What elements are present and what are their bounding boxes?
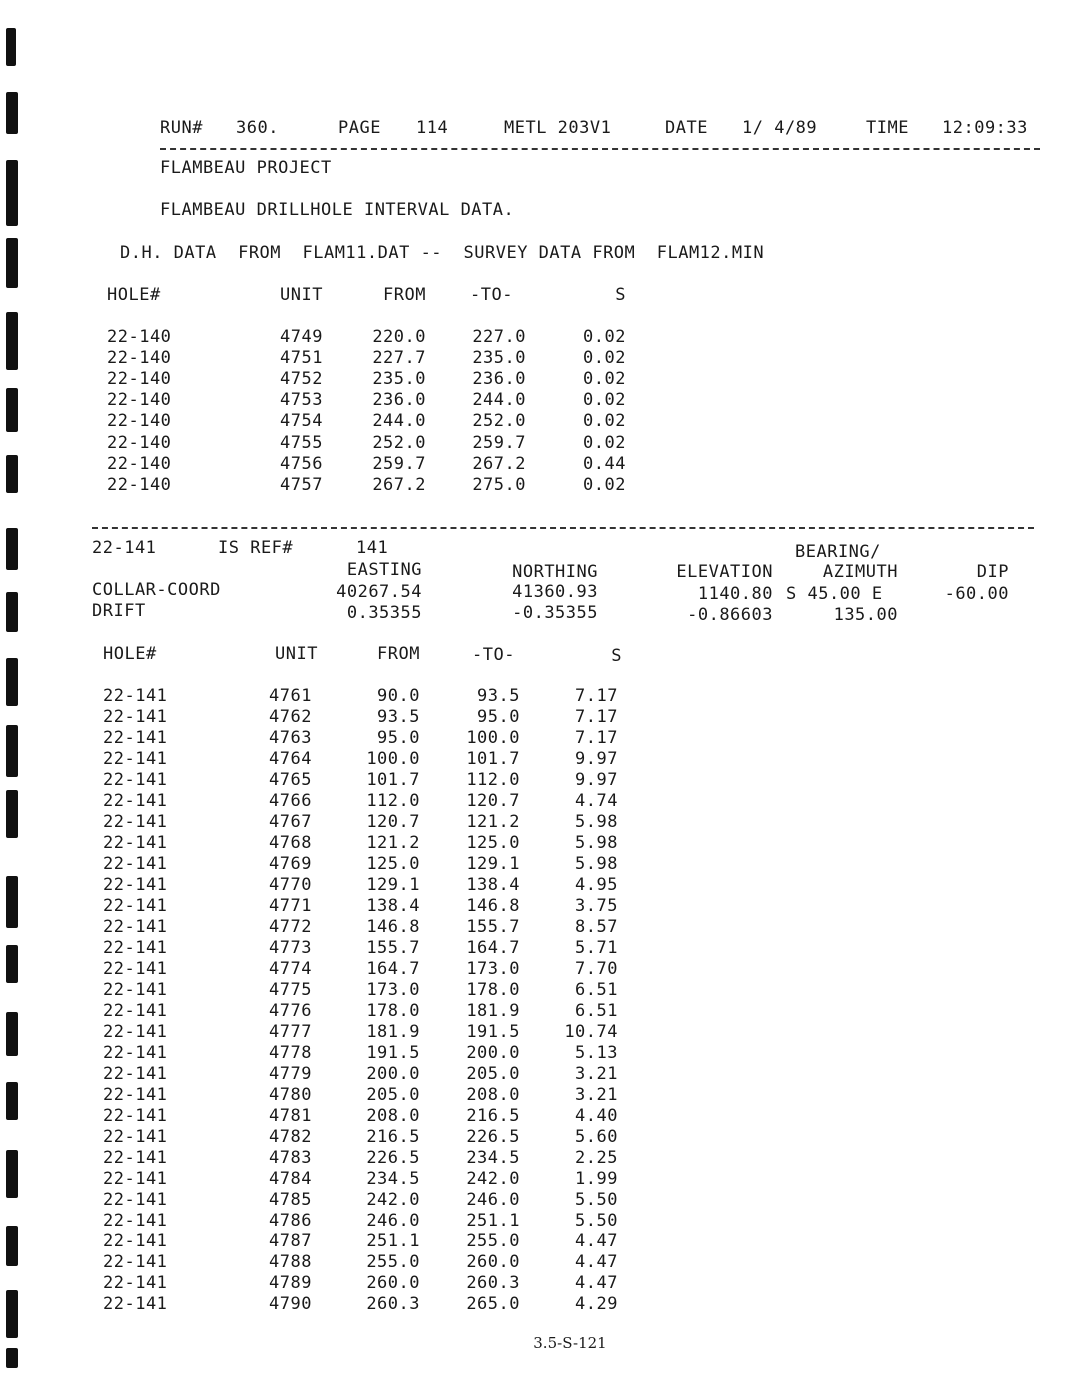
run-label: RUN#: [160, 118, 203, 138]
section-divider: [92, 527, 1034, 529]
cell-from: 208.0: [366, 1105, 420, 1126]
cell-s: 5.13: [575, 1042, 618, 1063]
cell-unit: 4765: [269, 769, 312, 790]
cell-hole: 22-141: [103, 832, 168, 853]
cell-unit: 4781: [269, 1105, 312, 1126]
cell-from: 191.5: [366, 1042, 420, 1063]
cell-s: 8.57: [575, 916, 618, 937]
cell-unit: 4786: [269, 1210, 312, 1231]
col-hole: HOLE#: [107, 285, 161, 305]
cell-hole: 22-141: [103, 1147, 168, 1168]
cell-s: 4.29: [575, 1294, 618, 1315]
cell-to: 101.7: [466, 748, 520, 769]
cell-from: 146.8: [366, 916, 420, 937]
project-title: FLAMBEAU PROJECT: [160, 158, 332, 178]
cell-to: 252.0: [472, 411, 526, 432]
cell-to: 205.0: [466, 1063, 520, 1084]
cell-hole: 22-141: [103, 811, 168, 832]
cell-to: 129.1: [466, 853, 520, 874]
cell-hole: 22-141: [103, 706, 168, 727]
cell-to: 255.0: [466, 1231, 520, 1252]
cell-from: 155.7: [366, 937, 420, 958]
cell-hole: 22-141: [103, 686, 168, 706]
cell-from: 125.0: [366, 853, 420, 874]
cell-hole: 22-141: [103, 1294, 168, 1315]
cell-from: 244.0: [372, 411, 426, 432]
easting-label: EASTING: [346, 560, 422, 580]
cell-to: 155.7: [466, 916, 520, 937]
cell-hole: 22-140: [107, 411, 172, 432]
cell-from: 164.7: [366, 958, 420, 979]
cell-s: 0.02: [583, 348, 626, 369]
cell-s: 0.02: [583, 390, 626, 411]
cell-hole: 22-141: [103, 1273, 168, 1294]
cell-to: 267.2: [472, 453, 526, 474]
cell-s: 7.70: [575, 958, 618, 979]
cell-hole: 22-140: [107, 453, 172, 474]
cell-from: 90.0: [377, 686, 420, 706]
cell-to: 259.7: [472, 432, 526, 453]
cell-to: 93.5: [477, 686, 520, 706]
cell-s: 0.02: [583, 327, 626, 347]
punch-mark: [6, 1082, 18, 1120]
cell-s: 5.98: [575, 832, 618, 853]
cell-unit: 4776: [269, 1000, 312, 1021]
page-label: PAGE: [338, 118, 381, 138]
collar-ref-value: 141: [356, 538, 389, 558]
cell-to: 138.4: [466, 874, 520, 895]
date-value: 1/ 4/89: [742, 118, 818, 138]
cell-unit: 4785: [269, 1189, 312, 1210]
cell-hole: 22-141: [103, 1105, 168, 1126]
cell-unit: 4790: [269, 1294, 312, 1315]
drift-label: DRIFT: [92, 601, 146, 621]
cell-unit: 4778: [269, 1042, 312, 1063]
cell-to: 146.8: [466, 895, 520, 916]
cell-hole: 22-141: [103, 937, 168, 958]
cell-to: 244.0: [472, 390, 526, 411]
cell-unit: 4749: [280, 327, 323, 347]
cell-from: 100.0: [366, 748, 420, 769]
cell-to: 121.2: [466, 811, 520, 832]
cell-to: 181.9: [466, 1000, 520, 1021]
cell-to: 173.0: [466, 958, 520, 979]
cell-s: 0.02: [583, 369, 626, 390]
cell-unit: 4772: [269, 916, 312, 937]
cell-unit: 4762: [269, 706, 312, 727]
collar-hole: 22-141: [92, 538, 157, 558]
punch-mark: [6, 455, 18, 493]
cell-unit: 4766: [269, 790, 312, 811]
cell-s: 5.71: [575, 937, 618, 958]
cell-s: 3.21: [575, 1084, 618, 1105]
cell-hole: 22-141: [103, 1063, 168, 1084]
collar-azimuth: S 45.00 E: [786, 584, 883, 604]
collar-elevation: 1140.80: [697, 584, 773, 604]
cell-to: 260.3: [466, 1273, 520, 1294]
collar-ref-label: IS REF#: [218, 538, 294, 558]
cell-hole: 22-141: [103, 1000, 168, 1021]
cell-to: 125.0: [466, 832, 520, 853]
cell-to: 120.7: [466, 790, 520, 811]
cell-from: 242.0: [366, 1189, 420, 1210]
cell-hole: 22-141: [103, 1021, 168, 1042]
cell-s: 10.74: [564, 1021, 618, 1042]
cell-to: 216.5: [466, 1105, 520, 1126]
col-s: S: [611, 646, 622, 666]
cell-from: 101.7: [366, 769, 420, 790]
cell-from: 220.0: [372, 327, 426, 347]
cell-unit: 4783: [269, 1147, 312, 1168]
col-to: -TO-: [470, 285, 513, 305]
col-s: S: [615, 285, 626, 305]
cell-to: 246.0: [466, 1189, 520, 1210]
cell-s: 0.44: [583, 453, 626, 474]
cell-unit: 4757: [280, 474, 323, 495]
cell-hole: 22-141: [103, 790, 168, 811]
cell-hole: 22-141: [103, 748, 168, 769]
cell-unit: 4782: [269, 1126, 312, 1147]
time-value: 12:09:33: [942, 118, 1028, 138]
cell-s: 4.95: [575, 874, 618, 895]
cell-hole: 22-141: [103, 727, 168, 748]
cell-from: 255.0: [366, 1252, 420, 1273]
cell-from: 216.5: [366, 1126, 420, 1147]
cell-hole: 22-141: [103, 1168, 168, 1189]
cell-unit: 4789: [269, 1273, 312, 1294]
col-unit: UNIT: [280, 285, 323, 305]
cell-from: 226.5: [366, 1147, 420, 1168]
cell-unit: 4788: [269, 1252, 312, 1273]
cell-from: 251.1: [366, 1231, 420, 1252]
punch-mark: [6, 658, 18, 706]
cell-s: 3.21: [575, 1063, 618, 1084]
cell-s: 0.02: [583, 411, 626, 432]
cell-hole: 22-141: [103, 874, 168, 895]
punch-mark: [6, 528, 18, 570]
bearing-label: BEARING/: [795, 542, 881, 562]
cell-from: 138.4: [366, 895, 420, 916]
cell-unit: 4756: [280, 453, 323, 474]
header-divider: [160, 148, 1040, 150]
cell-to: 227.0: [472, 327, 526, 347]
cell-s: 4.47: [575, 1273, 618, 1294]
cell-s: 4.47: [575, 1231, 618, 1252]
program-id: METL 203V1: [504, 118, 612, 138]
punch-mark: [6, 92, 18, 134]
cell-unit: 4754: [280, 411, 323, 432]
cell-s: 4.74: [575, 790, 618, 811]
cell-from: 205.0: [366, 1084, 420, 1105]
cell-s: 7.17: [575, 686, 618, 706]
cell-hole: 22-141: [103, 1189, 168, 1210]
source-line: D.H. DATA FROM FLAM11.DAT -- SURVEY DATA FROM FLAM12.MIN: [120, 243, 765, 263]
cell-unit: 4751: [280, 348, 323, 369]
cell-s: 9.97: [575, 769, 618, 790]
cell-from: 129.1: [366, 874, 420, 895]
punch-mark: [6, 876, 18, 928]
cell-from: 178.0: [366, 1000, 420, 1021]
cell-unit: 4769: [269, 853, 312, 874]
cell-unit: 4771: [269, 895, 312, 916]
cell-unit: 4777: [269, 1021, 312, 1042]
cell-s: 2.25: [575, 1147, 618, 1168]
cell-to: 260.0: [466, 1252, 520, 1273]
cell-s: 0.02: [583, 474, 626, 495]
cell-from: 259.7: [372, 453, 426, 474]
cell-to: 235.0: [472, 348, 526, 369]
cell-from: 246.0: [366, 1210, 420, 1231]
cell-unit: 4775: [269, 979, 312, 1000]
punch-mark: [6, 790, 18, 838]
col-from: FROM: [377, 644, 420, 664]
punch-mark: [6, 160, 18, 226]
cell-s: 7.17: [575, 706, 618, 727]
col-hole: HOLE#: [103, 644, 157, 664]
cell-hole: 22-140: [107, 369, 172, 390]
cell-hole: 22-141: [103, 853, 168, 874]
drift-easting: 0.35355: [346, 603, 422, 623]
cell-s: 3.75: [575, 895, 618, 916]
cell-hole: 22-141: [103, 916, 168, 937]
azimuth-label: AZIMUTH: [822, 562, 898, 582]
cell-from: 236.0: [372, 390, 426, 411]
cell-hole: 22-141: [103, 1042, 168, 1063]
cell-s: 5.50: [575, 1210, 618, 1231]
cell-hole: 22-140: [107, 390, 172, 411]
cell-from: 181.9: [366, 1021, 420, 1042]
footer-page-code: 3.5-S-121: [533, 1334, 607, 1352]
cell-from: 227.7: [372, 348, 426, 369]
cell-s: 5.98: [575, 853, 618, 874]
drift-northing: -0.35355: [512, 603, 598, 623]
cell-to: 242.0: [466, 1168, 520, 1189]
cell-from: 252.0: [372, 432, 426, 453]
cell-s: 4.47: [575, 1252, 618, 1273]
cell-hole: 22-141: [103, 1231, 168, 1252]
cell-to: 164.7: [466, 937, 520, 958]
cell-s: 6.51: [575, 979, 618, 1000]
cell-from: 121.2: [366, 832, 420, 853]
cell-from: 234.5: [366, 1168, 420, 1189]
punch-mark: [6, 28, 16, 66]
cell-to: 191.5: [466, 1021, 520, 1042]
cell-s: 5.60: [575, 1126, 618, 1147]
cell-unit: 4755: [280, 432, 323, 453]
cell-unit: 4768: [269, 832, 312, 853]
collar-northing: 41360.93: [512, 582, 598, 602]
cell-s: 6.51: [575, 1000, 618, 1021]
cell-to: 265.0: [466, 1294, 520, 1315]
punch-mark: [6, 1290, 18, 1338]
cell-from: 93.5: [377, 706, 420, 727]
punch-mark: [6, 1348, 18, 1368]
cell-to: 234.5: [466, 1147, 520, 1168]
cell-to: 95.0: [477, 706, 520, 727]
cell-unit: 4761: [269, 686, 312, 706]
cell-from: 235.0: [372, 369, 426, 390]
punch-mark: [6, 945, 18, 983]
punch-mark: [6, 1226, 18, 1266]
cell-unit: 4787: [269, 1231, 312, 1252]
cell-s: 0.02: [583, 432, 626, 453]
col-to: -TO-: [472, 645, 515, 665]
collar-dip: -60.00: [944, 584, 1009, 604]
dip-label: DIP: [976, 562, 1009, 582]
cell-unit: 4753: [280, 390, 323, 411]
cell-hole: 22-141: [103, 979, 168, 1000]
drift-azimuth: 135.00: [833, 605, 898, 625]
cell-from: 200.0: [366, 1063, 420, 1084]
punch-mark: [6, 1012, 18, 1056]
elevation-label: ELEVATION: [676, 562, 773, 582]
cell-to: 208.0: [466, 1084, 520, 1105]
cell-from: 173.0: [366, 979, 420, 1000]
cell-hole: 22-140: [107, 327, 172, 347]
cell-from: 260.3: [366, 1294, 420, 1315]
cell-s: 5.98: [575, 811, 618, 832]
cell-to: 200.0: [466, 1042, 520, 1063]
cell-from: 112.0: [366, 790, 420, 811]
cell-to: 178.0: [466, 979, 520, 1000]
cell-from: 95.0: [377, 727, 420, 748]
cell-unit: 4764: [269, 748, 312, 769]
cell-hole: 22-140: [107, 432, 172, 453]
cell-unit: 4780: [269, 1084, 312, 1105]
punch-mark: [6, 238, 18, 288]
cell-s: 7.17: [575, 727, 618, 748]
cell-unit: 4784: [269, 1168, 312, 1189]
cell-from: 120.7: [366, 811, 420, 832]
cell-hole: 22-141: [103, 1210, 168, 1231]
col-unit: UNIT: [275, 644, 318, 664]
cell-to: 275.0: [472, 474, 526, 495]
cell-from: 260.0: [366, 1273, 420, 1294]
punch-mark: [6, 312, 18, 370]
cell-to: 100.0: [466, 727, 520, 748]
punch-mark: [6, 1150, 18, 1198]
cell-to: 251.1: [466, 1210, 520, 1231]
northing-label: NORTHING: [512, 562, 598, 582]
cell-unit: 4779: [269, 1063, 312, 1084]
cell-hole: 22-141: [103, 1084, 168, 1105]
cell-hole: 22-141: [103, 1252, 168, 1273]
time-label: TIME: [866, 118, 909, 138]
cell-unit: 4774: [269, 958, 312, 979]
cell-s: 9.97: [575, 748, 618, 769]
cell-hole: 22-140: [107, 348, 172, 369]
cell-s: 4.40: [575, 1105, 618, 1126]
cell-unit: 4770: [269, 874, 312, 895]
cell-unit: 4773: [269, 937, 312, 958]
cell-hole: 22-141: [103, 1126, 168, 1147]
cell-s: 1.99: [575, 1168, 618, 1189]
cell-to: 226.5: [466, 1126, 520, 1147]
collar-coord-label: COLLAR-COORD: [92, 580, 221, 600]
cell-to: 236.0: [472, 369, 526, 390]
run-value: 360.: [236, 118, 279, 138]
drift-elevation: -0.86603: [687, 605, 773, 625]
cell-unit: 4752: [280, 369, 323, 390]
cell-hole: 22-141: [103, 895, 168, 916]
cell-hole: 22-141: [103, 769, 168, 790]
cell-unit: 4767: [269, 811, 312, 832]
report-title: FLAMBEAU DRILLHOLE INTERVAL DATA.: [160, 200, 515, 220]
punch-mark: [6, 388, 18, 432]
cell-hole: 22-141: [103, 958, 168, 979]
punch-mark: [6, 725, 18, 777]
cell-s: 5.50: [575, 1189, 618, 1210]
cell-from: 267.2: [372, 474, 426, 495]
cell-hole: 22-140: [107, 474, 172, 495]
page-value: 114: [416, 118, 449, 138]
punch-mark: [6, 592, 18, 632]
cell-unit: 4763: [269, 727, 312, 748]
cell-to: 112.0: [466, 769, 520, 790]
col-from: FROM: [383, 285, 426, 305]
date-label: DATE: [665, 118, 708, 138]
collar-easting: 40267.54: [336, 582, 422, 602]
